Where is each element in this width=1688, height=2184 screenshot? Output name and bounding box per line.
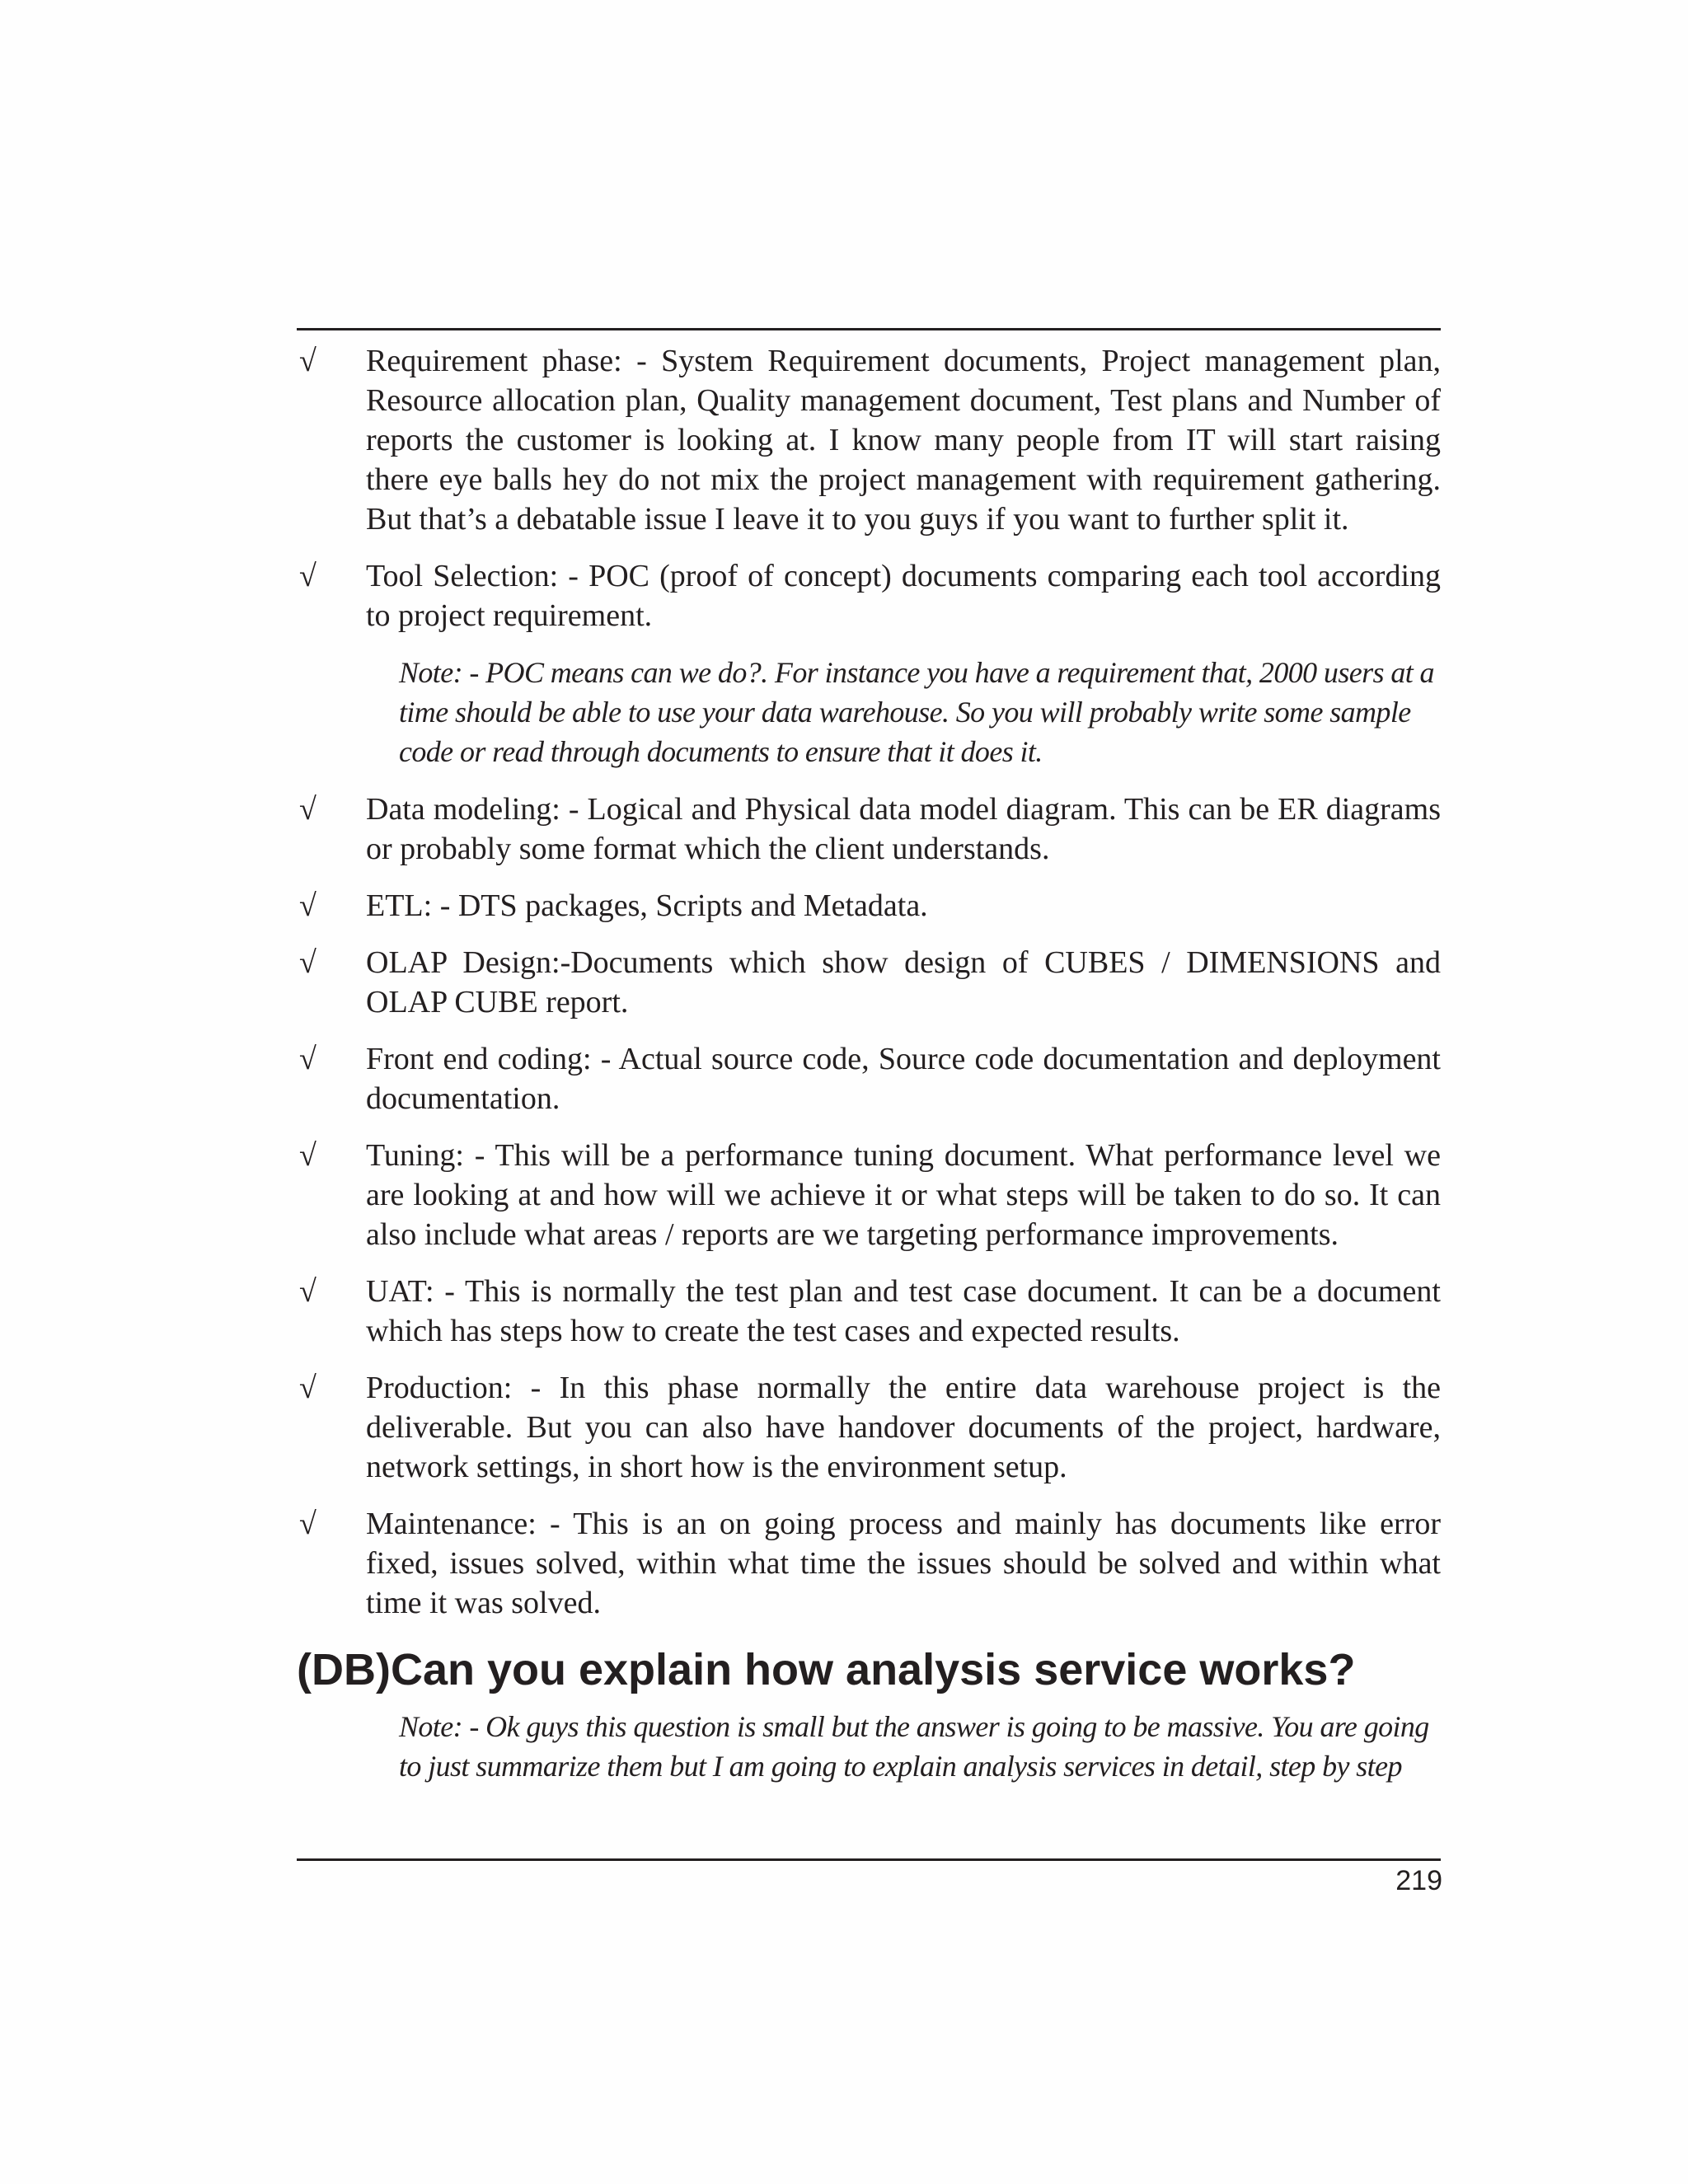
bullet-text: Data modeling: - Logical and Physical data model diagram. This can be ER diagrams or probably some format which the client understands. <box>366 792 1441 866</box>
bullet-text: Tuning: - This will be a performance tuning document. What performance level we are looking at and how will we achieve it or what steps will be taken to do so. It can also include what areas / reports are we targeting performance improvements. <box>366 1138 1441 1252</box>
bullet-item <box>297 886 1441 926</box>
bullet-item <box>297 1136 1441 1254</box>
bullet-item <box>297 556 1441 635</box>
check-mark-icon: √ <box>299 1138 316 1173</box>
bullet-item <box>297 1272 1441 1351</box>
check-mark-icon: √ <box>299 792 316 827</box>
check-mark-icon: √ <box>299 1042 316 1076</box>
bullet-text: ETL: - DTS packages, Scripts and Metadata. <box>366 888 928 923</box>
section-heading: (DB)Can you explain how analysis service works? <box>297 1645 1356 1694</box>
bullet-text: Requirement phase: - System Requirement documents, Project management plan, Resource allocation plan, Quality management document, Test plans and Number of reports the customer is looking at. I know many people from IT will start raising there eye balls hey do not mix the project management with requirement gathering. But that’s a debatable issue I leave it to you guys if you want to further split it. <box>366 344 1441 537</box>
header-rule <box>297 328 1441 330</box>
page-body <box>297 341 1441 1804</box>
bullet-text: Maintenance: - This is an on going process and mainly has documents like error fixed, issues solved, within what time the issues should be solved and within what time it was solved. <box>366 1507 1441 1620</box>
bullet-item <box>297 341 1441 539</box>
bullet-text: UAT: - This is normally the test plan and test case document. It can be a document which has steps how to create the test cases and expected results. <box>366 1274 1441 1348</box>
bullet-item <box>297 943 1441 1022</box>
footer-rule <box>297 1858 1441 1861</box>
check-mark-icon: √ <box>299 1274 316 1309</box>
bullet-text: Front end coding: - Actual source code, Source code documentation and deployment documentation. <box>366 1042 1441 1116</box>
note-analysis: Note: - Ok guys this question is small but the answer is going to be massive. You are going to just summarize them but I am going to explain analysis services in detail, step by step <box>399 1710 1429 1783</box>
check-mark-icon: √ <box>299 344 316 378</box>
check-mark-icon: √ <box>299 1371 316 1405</box>
check-mark-icon: √ <box>299 888 316 923</box>
bullet-item <box>297 1368 1441 1487</box>
check-mark-icon: √ <box>299 1507 316 1541</box>
check-mark-icon: √ <box>299 945 316 980</box>
bullet-text: Production: - In this phase normally the entire data warehouse project is the deliverable. But you can also have handover documents of the project, hardware, network settings, in short how is the environment setup. <box>366 1371 1441 1484</box>
bullet-item <box>297 1504 1441 1623</box>
bullet-text: Tool Selection: - POC (proof of concept) documents comparing each tool according to project requirement. <box>366 559 1441 633</box>
page-number: 219 <box>1395 1865 1442 1896</box>
note-poc: Note: - POC means can we do?. For instance you have a requirement that, 2000 users at a time should be able to use your data warehouse. So you will probably write some sample code or read through documents to ensure that it does it. <box>399 656 1434 768</box>
bullet-item <box>297 790 1441 869</box>
bullet-text: OLAP Design:-Documents which show design of CUBES / DIMENSIONS and OLAP CUBE report. <box>366 945 1441 1019</box>
bullet-item <box>297 1039 1441 1118</box>
check-mark-icon: √ <box>299 559 316 593</box>
